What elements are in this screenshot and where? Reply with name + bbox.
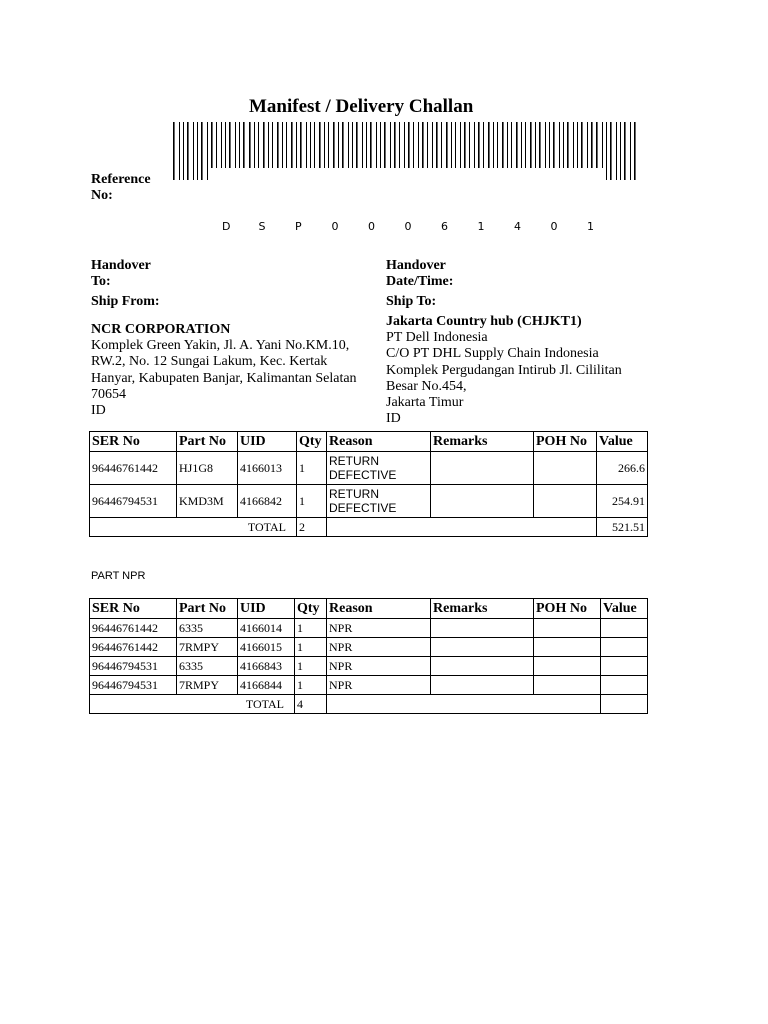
barcode-bar [427, 122, 428, 168]
reference-char: D [222, 220, 231, 233]
barcode-bar [469, 122, 470, 168]
cell-poh [534, 619, 601, 638]
barcode-bar [511, 122, 512, 168]
barcode-bar [624, 122, 626, 180]
barcode-bar [296, 122, 297, 168]
ship-from-name: NCR CORPORATION [91, 322, 231, 337]
barcode-bar [254, 122, 255, 168]
col-header-ser: SER No [90, 599, 177, 619]
reference-char: S [258, 220, 266, 233]
cell-reason: NPR [327, 638, 431, 657]
cell-value: 254.91 [597, 485, 648, 518]
returns-table [89, 431, 648, 537]
barcode-bar [464, 122, 466, 168]
col-header-uid: UID [238, 432, 297, 452]
reference-char: 1 [477, 220, 485, 233]
barcode-bar [441, 122, 442, 168]
barcode-bar [173, 122, 175, 180]
barcode-bar [310, 122, 311, 168]
cell-part: 7RMPY [177, 638, 238, 657]
barcode-bar [225, 122, 226, 168]
barcode-bar [300, 122, 302, 168]
barcode-bar [521, 122, 522, 168]
barcode-bar [342, 122, 344, 168]
barcode-bar [306, 122, 307, 168]
address-line: C/O PT DHL Supply Chain Indonesia [386, 346, 599, 362]
reference-char: 4 [514, 220, 521, 233]
cell-poh [534, 657, 601, 676]
reference-char: P [295, 220, 302, 233]
barcode-bar [352, 122, 353, 168]
col-header-part: Part No [177, 599, 238, 619]
reference-char: 6 [441, 220, 448, 233]
reason-line: DEFECTIVE [329, 468, 397, 482]
cell-uid: 4166015 [238, 638, 295, 657]
cell-value [601, 676, 648, 695]
barcode-bar [370, 122, 372, 168]
barcode-bar [545, 122, 546, 168]
barcode-bar [362, 122, 363, 168]
cell-qty: 1 [295, 676, 327, 695]
cell-remarks [431, 485, 534, 518]
barcode-bar [319, 122, 321, 168]
cell-uid: 4166842 [238, 485, 297, 518]
cell-ser: 96446794531 [90, 676, 177, 695]
barcode-bar [507, 122, 508, 168]
cell-ser: 96446794531 [90, 485, 177, 518]
address-line: Komplek Pergudangan Intirub Jl. Cililitan [386, 362, 622, 378]
col-header-part: Part No [177, 432, 238, 452]
barcode-bar [282, 122, 283, 168]
col-header-value: Value [601, 599, 648, 619]
barcode-bar [539, 122, 541, 168]
barcode-bar [187, 122, 189, 180]
table-row [90, 676, 648, 695]
barcode-bar [591, 122, 593, 168]
barcode-bar [451, 122, 452, 168]
cell-remarks [431, 657, 534, 676]
ship-to-address [386, 314, 646, 427]
barcode-bar [436, 122, 438, 168]
barcode-bar [404, 122, 405, 168]
reference-label: Reference No: [91, 172, 151, 203]
barcode-bar [460, 122, 461, 168]
barcode-bar [587, 122, 588, 168]
barcode-bar [183, 122, 184, 180]
cell-remarks [431, 619, 534, 638]
ship-to-label: Ship To: [386, 294, 437, 309]
barcode-bar [243, 122, 245, 168]
reason-line: RETURN [329, 487, 379, 501]
col-header-value: Value [597, 432, 648, 452]
barcode-bar [455, 122, 456, 168]
barcode [172, 122, 642, 182]
total-row [90, 518, 648, 537]
cell-qty: 1 [297, 485, 327, 518]
address-line: Hanyar, Kabupaten Banjar, Kalimantan Selatan [91, 370, 357, 386]
reference-char: 0 [331, 220, 339, 233]
barcode-bar [422, 122, 424, 168]
barcode-bar [211, 122, 213, 168]
barcode-bar [380, 122, 381, 168]
barcode-bar [268, 122, 269, 168]
total-value [601, 695, 648, 714]
barcode-bar [324, 122, 325, 168]
col-header-reason: Reason [327, 599, 431, 619]
barcode-bar [376, 122, 377, 168]
barcode-bar [502, 122, 504, 168]
barcode-bar [516, 122, 518, 168]
barcode-bar [239, 122, 240, 168]
cell-reason: NPR [327, 657, 431, 676]
barcode-bar [258, 122, 259, 168]
barcode-bar [478, 122, 480, 168]
cell-ser: 96446794531 [90, 657, 177, 676]
barcode-bar [366, 122, 367, 168]
table-row [90, 619, 648, 638]
cell-part: 6335 [177, 657, 238, 676]
reason-line: DEFECTIVE [329, 501, 397, 515]
cell-reason: NPR [327, 676, 431, 695]
barcode-bar [286, 122, 287, 168]
cell-part: 7RMPY [177, 676, 238, 695]
barcode-bar [620, 122, 621, 180]
barcode-bar [197, 122, 198, 180]
table-row [90, 657, 648, 676]
barcode-bar [418, 122, 419, 168]
barcode-bar [221, 122, 222, 168]
barcode-bar [229, 122, 231, 168]
cell-poh [534, 638, 601, 657]
total-row [90, 695, 648, 714]
total-value: 521.51 [597, 518, 648, 537]
barcode-bar [390, 122, 391, 168]
col-header-poh: POH No [534, 432, 597, 452]
barcode-bar [493, 122, 494, 168]
barcode-bar [596, 122, 598, 168]
cell-ser: 96446761442 [90, 452, 177, 485]
barcode-bar [272, 122, 273, 168]
col-header-reason: Reason [327, 432, 431, 452]
cell-poh [534, 485, 597, 518]
cell-value [601, 619, 648, 638]
barcode-bar [179, 122, 180, 180]
address-line: Jakarta Timur [386, 395, 464, 411]
cell-part: HJ1G8 [177, 452, 238, 485]
cell-qty: 1 [295, 638, 327, 657]
barcode-bar [573, 122, 574, 168]
cell-ser: 96446761442 [90, 619, 177, 638]
reference-char: 0 [368, 220, 375, 233]
cell-reason: NPR [327, 619, 431, 638]
total-spacer [327, 695, 601, 714]
total-qty: 4 [295, 695, 327, 714]
barcode-bar [338, 122, 339, 168]
address-line: 70654 [91, 386, 126, 402]
barcode-bar [488, 122, 490, 168]
total-spacer [327, 518, 597, 537]
cell-poh [534, 676, 601, 695]
cell-qty: 1 [295, 619, 327, 638]
table-row [90, 452, 648, 485]
ship-to-name: Jakarta Country hub (CHJKT1) [386, 314, 582, 329]
cell-poh [534, 452, 597, 485]
table-row [90, 485, 648, 518]
cell-uid: 4166843 [238, 657, 295, 676]
barcode-bar [291, 122, 293, 168]
reason-line: RETURN [329, 454, 379, 468]
barcode-bar [193, 122, 194, 180]
cell-reason [327, 485, 431, 518]
barcode-bar [314, 122, 315, 168]
cell-value: 266.6 [597, 452, 648, 485]
cell-remarks [431, 638, 534, 657]
barcode-bar [249, 122, 251, 168]
address-line: Besar No.454, [386, 378, 467, 394]
barcode-bar [483, 122, 484, 168]
section-label-part-npr: PART NPR [91, 570, 146, 582]
barcode-bar [384, 122, 386, 168]
barcode-bar [333, 122, 335, 168]
cell-ser: 96446761442 [90, 638, 177, 657]
barcode-bar [408, 122, 410, 168]
barcode-bar [413, 122, 414, 168]
barcode-bar [235, 122, 236, 168]
address-line: PT Dell Indonesia [386, 330, 488, 346]
barcode-bar [497, 122, 498, 168]
col-header-uid: UID [238, 599, 295, 619]
barcode-bar [610, 122, 612, 180]
barcode-bar [328, 122, 329, 168]
col-header-poh: POH No [534, 599, 601, 619]
reference-number [222, 220, 624, 233]
cell-uid: 4166013 [238, 452, 297, 485]
col-header-qty: Qty [295, 599, 327, 619]
barcode-bar [263, 122, 265, 168]
barcode-bar [474, 122, 475, 168]
cell-part: 6335 [177, 619, 238, 638]
cell-reason [327, 452, 431, 485]
barcode-bar [602, 122, 603, 168]
ship-from-label: Ship From: [91, 294, 160, 309]
total-label: TOTAL [90, 695, 295, 714]
barcode-bar [432, 122, 433, 168]
barcode-bar [606, 122, 607, 180]
cell-qty: 1 [297, 452, 327, 485]
table-header-row [90, 432, 648, 452]
col-header-remarks: Remarks [431, 432, 534, 452]
barcode-bar [348, 122, 349, 168]
reference-char: 0 [404, 220, 412, 233]
barcode-bar [616, 122, 617, 180]
barcode-bar [630, 122, 631, 180]
col-header-remarks: Remarks [431, 599, 534, 619]
barcode-bar [535, 122, 536, 168]
barcode-bar [394, 122, 396, 168]
barcode-bar [201, 122, 203, 180]
barcode-bar [216, 122, 217, 168]
total-qty: 2 [297, 518, 327, 537]
cell-value [601, 657, 648, 676]
address-line: ID [386, 411, 401, 427]
cell-uid: 4166844 [238, 676, 295, 695]
barcode-bar [207, 122, 208, 180]
cell-part: KMD3M [177, 485, 238, 518]
cell-remarks [431, 676, 534, 695]
reference-char: 0 [550, 220, 558, 233]
handover-datetime-label: Handover Date/Time: [386, 258, 454, 289]
cell-remarks [431, 452, 534, 485]
cell-qty: 1 [295, 657, 327, 676]
barcode-bar [525, 122, 526, 168]
address-line: Komplek Green Yakin, Jl. A. Yani No.KM.10, [91, 338, 350, 354]
barcode-bar [563, 122, 564, 168]
handover-to-label: Handover To: [91, 258, 151, 289]
barcode-bar [277, 122, 279, 168]
document-title: Manifest / Delivery Challan [249, 96, 474, 117]
barcode-bar [553, 122, 555, 168]
cell-value [601, 638, 648, 657]
barcode-bar [446, 122, 448, 168]
barcode-bar [567, 122, 569, 168]
reference-char: 1 [587, 220, 594, 233]
table-header-row [90, 599, 648, 619]
cell-uid: 4166014 [238, 619, 295, 638]
table-row [90, 638, 648, 657]
barcode-bar [549, 122, 550, 168]
npr-table [89, 598, 648, 714]
barcode-bar [634, 122, 636, 180]
barcode-bar [581, 122, 583, 168]
barcode-bar [530, 122, 532, 168]
barcode-bar [559, 122, 560, 168]
barcode-bar [356, 122, 358, 168]
barcode-bar [577, 122, 578, 168]
ship-from-address [91, 322, 361, 419]
total-label: TOTAL [90, 518, 297, 537]
address-line: ID [91, 403, 106, 419]
col-header-ser: SER No [90, 432, 177, 452]
barcode-bar [399, 122, 400, 168]
col-header-qty: Qty [297, 432, 327, 452]
address-line: RW.2, No. 12 Sungai Lakum, Kec. Kertak [91, 354, 328, 370]
